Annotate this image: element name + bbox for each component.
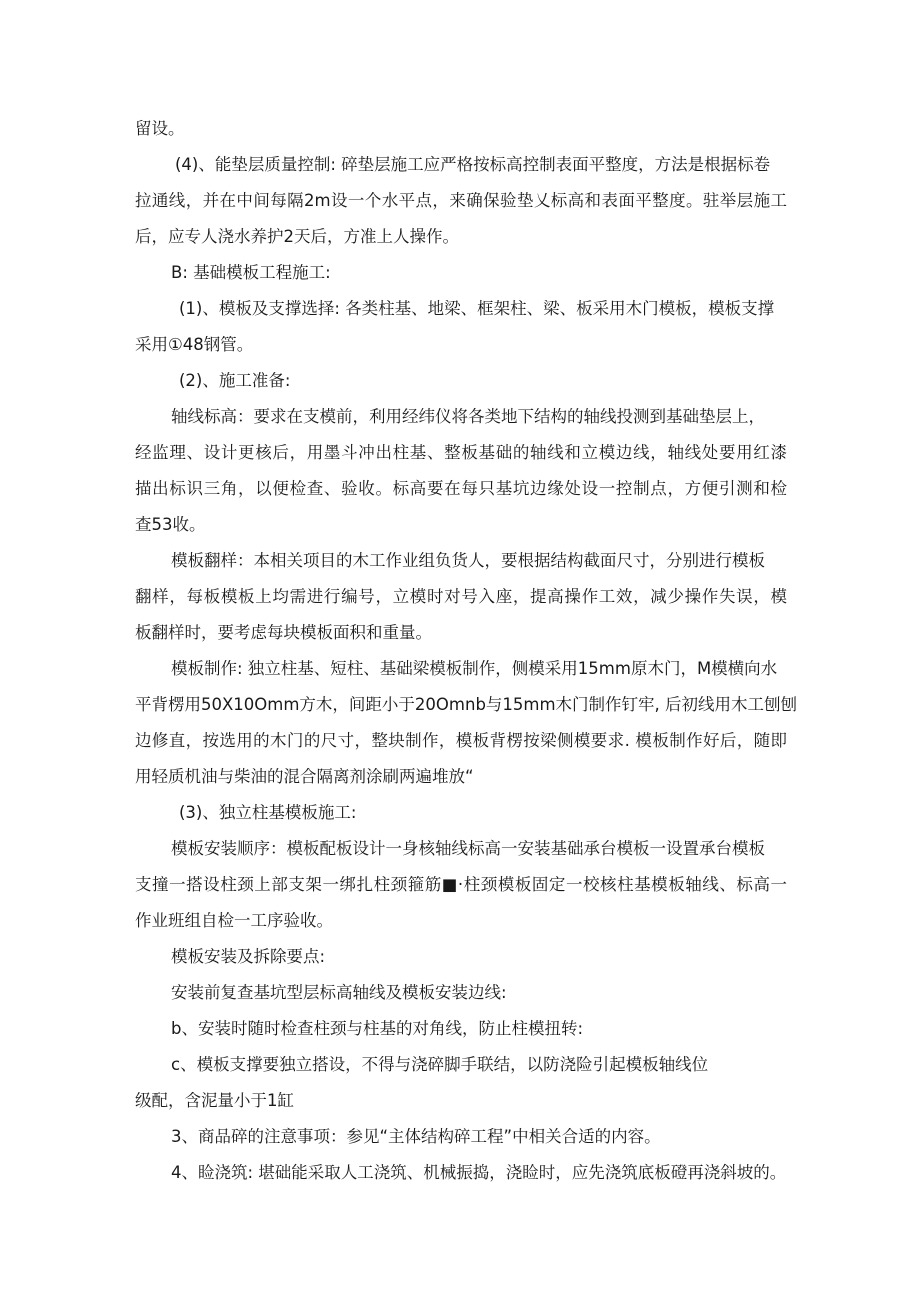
paragraph-line: 轴线标高：要求在支模前，利用经纬仪将各类地下结构的轴线投测到基础垫层上， — [171, 407, 765, 426]
paragraph-line: 级配，含泥量小于1缸 — [135, 1091, 294, 1110]
section-heading: B: 基础模板工程施工: — [171, 263, 331, 282]
list-item: b、安装时随时检查柱颈与柱基的对角线，防止柱模扭转: — [171, 1019, 584, 1038]
paragraph-line: 拉通线，并在中间每隔2m设一个水平点，来确保验垫乂标高和表面平整度。驻举层施工 — [135, 191, 787, 210]
paragraph-line: 板翻样时，要考虑每块模板面积和重量。 — [135, 623, 432, 642]
paragraph-line: 平背楞用50X10Omm方木，间距小于20Omnb与15mm木门制作钉牢, 后初线用木工刨刨 — [135, 695, 798, 714]
paragraph-line: 描出标识三角，以便检查、验收。标高要在每只基坑边缘处设一控制点，方便引测和检 — [135, 479, 787, 498]
paragraph-line: (4)、能垫层质量控制: 碎垫层施工应严格按标高控制表面平整度，方法是根据标卷 — [175, 155, 771, 174]
paragraph-line: 留设。 — [135, 119, 185, 138]
paragraph-line: (1)、模板及支撑选择: 各类柱基、地梁、框架柱、梁、板采用木门模板，模板支撑 — [179, 299, 775, 318]
list-item: c、模板支撑要独立搭设，不得与浇碎脚手联结，以防浇险引起模板轴线位 — [171, 1055, 709, 1074]
paragraph-line: 模板安装顺序：模板配板设计一身核轴线标高一安装基础承台模板一设置承台模板 — [171, 839, 765, 858]
paragraph-line: 模板制作: 独立柱基、短柱、基础梁模板制作，侧模采用15mm原木门，M模横向水 — [171, 659, 778, 678]
paragraph-line: 3、商品碎的注意事项：参见“主体结构碎工程”中相关合适的内容。 — [171, 1127, 661, 1146]
subsection-heading: (3)、独立柱基模板施工: — [179, 803, 357, 822]
paragraph-line: 安装前复查基坑型层标高轴线及模板安装边线: — [171, 983, 507, 1002]
paragraph-line: 后，应专人浇水养护2天后，方准上人操作。 — [135, 227, 459, 246]
paragraph-line: 查53收。 — [135, 515, 206, 534]
paragraph-line: 翻样，每板模板上均需进行编号，立模时对号入座，提高操作工效，减少操作失误，模 — [135, 587, 787, 606]
paragraph-line: 4、睑浇筑: 堪础能采取人工浇筑、机械振捣，浇睑时，应先浇筑底板磴再浇斜坡的。 — [171, 1163, 787, 1182]
paragraph-line: 模板翻样：本相关项目的木工作业组负货人，要根据结构截面尺寸，分别进行模板 — [171, 551, 765, 570]
paragraph-line: 采用①48钢管。 — [135, 335, 254, 354]
paragraph-line: 作业班组自检一工序验收。 — [135, 911, 333, 930]
paragraph-line: 经监理、设计更核后，用墨斗冲出柱基、整板基础的轴线和立模边线，轴线处要用红漆 — [135, 443, 787, 462]
paragraph-line: 用轻质机油与柴油的混合隔离剂涂刷两遍堆放“ — [135, 767, 474, 786]
paragraph-line: 支撞一搭设柱颈上部支架一绑扎柱颈箍筋■·柱颈模板固定一校核柱基模板轴线、标高一 — [135, 875, 787, 894]
paragraph-line: 模板安装及拆除要点: — [171, 947, 326, 966]
subsection-heading: (2)、施工准备: — [179, 371, 291, 390]
paragraph-line: 边修直，按选用的木门的尺寸，整块制作，模板背楞按梁侧模要求. 模板制作好后，随即 — [135, 731, 787, 750]
